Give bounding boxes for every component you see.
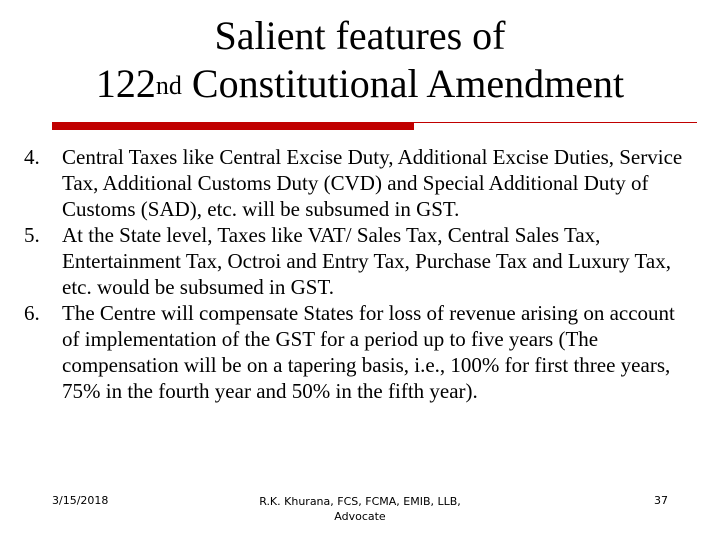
list-item-number: 4. — [24, 145, 40, 169]
feature-list — [0, 144, 720, 404]
list-item-text: At the State level, Taxes like VAT/ Sales Tax, Central Sales Tax, Entertainment Tax, Octroi and Entry Tax, Purchase Tax and Luxury Tax, etc. would be subsumed in GST. — [62, 223, 671, 299]
list-item-number: 5. — [24, 223, 40, 247]
list-item-text: The Centre will compensate States for loss of revenue arising on account of implementation of the GST for a period up to five years (The compensation will be on a tapering basis, i.e., 100% for first three years, 75% in the fourth year and 50% in the fifth year). — [62, 301, 675, 403]
page-number: 37 — [654, 494, 668, 507]
footer-date: 3/15/2018 — [52, 494, 109, 507]
footer-author-line1: R.K. Khurana, FCS, FCMA, EMIB, LLB, — [259, 495, 461, 508]
list-item — [0, 144, 720, 222]
footer-author — [220, 494, 500, 524]
title-divider-thick — [52, 123, 414, 130]
title-amendment-label: Constitutional Amendment — [181, 61, 625, 106]
list-item-text: Central Taxes like Central Excise Duty, Additional Excise Duties, Service Tax, Additional Customs Duty (CVD) and Special Additional Duty of Customs (SAD), etc. will be subsumed in GST. — [62, 145, 683, 221]
title-ordinal-suffix: nd — [155, 71, 182, 100]
list-item — [0, 300, 720, 404]
footer-author-line2: Advocate — [334, 510, 386, 523]
slide-title — [40, 12, 680, 108]
title-amendment-number: 122 — [95, 61, 156, 106]
title-line2 — [40, 60, 680, 108]
list-item — [0, 222, 720, 300]
list-item-number: 6. — [24, 301, 40, 325]
title-line1: Salient features of — [214, 13, 506, 58]
slide-footer — [0, 494, 720, 534]
